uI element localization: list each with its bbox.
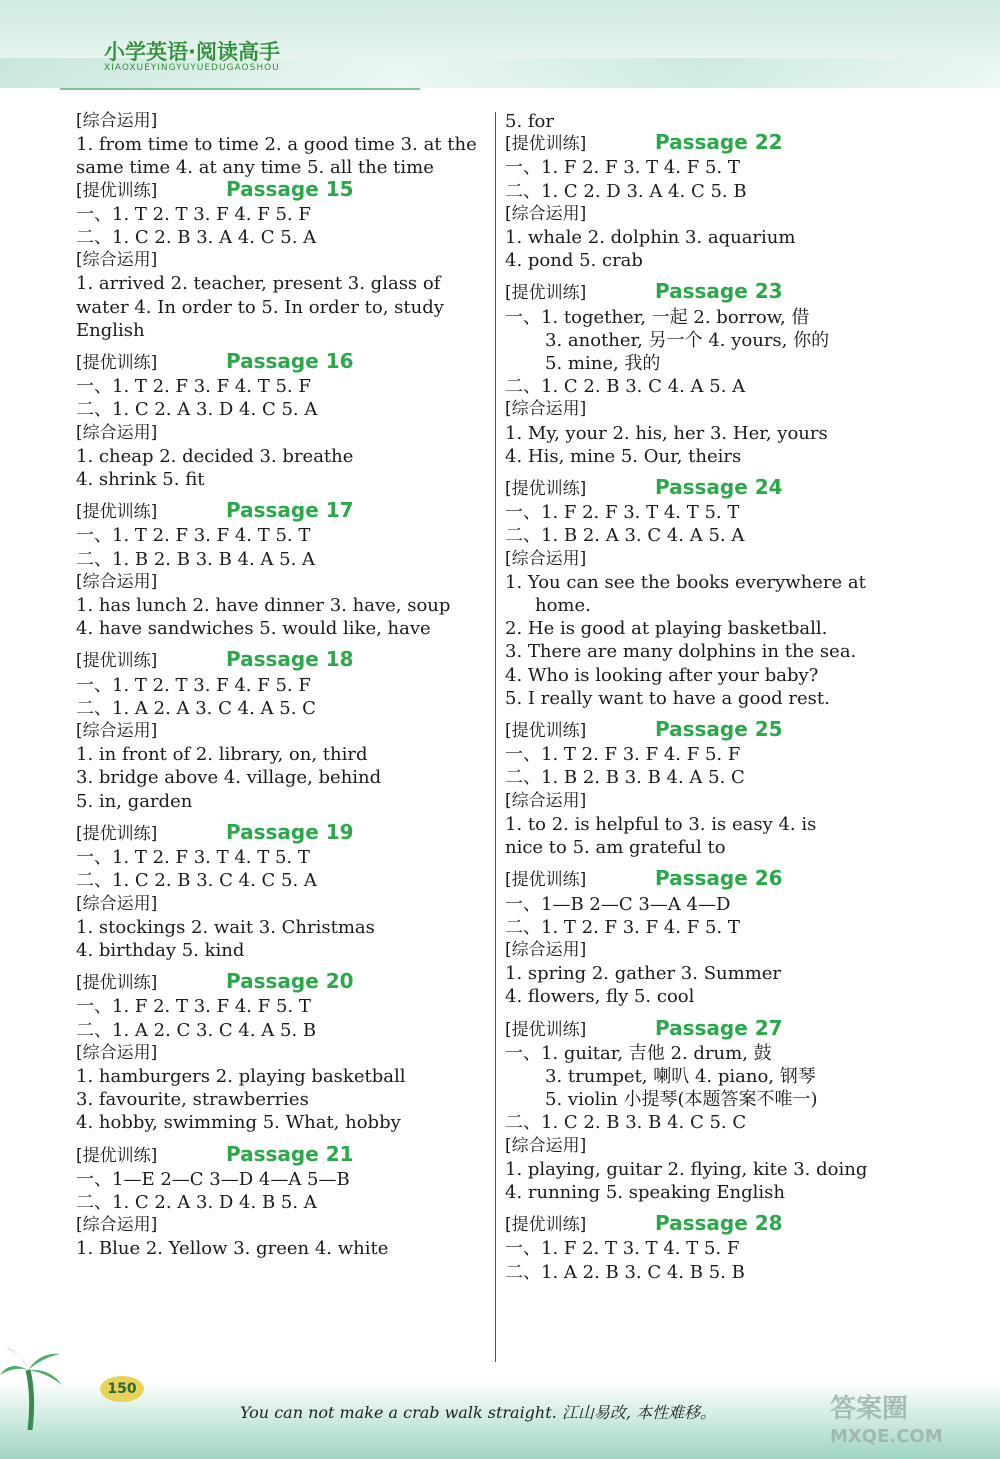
- answer-line: 二、1. B 2. B 3. B 4. A 5. C: [505, 767, 745, 789]
- answer-line: same time 4. at any time 5. all the time: [76, 157, 434, 179]
- header-rule: [60, 88, 420, 90]
- section-label: [ 综合运用 ]: [76, 893, 490, 916]
- footer-motto: You can not make a crab walk straight. 江山易改, 本性难移。: [240, 1403, 717, 1422]
- answer-line: 4. pond 5. crab: [505, 250, 643, 272]
- answer-line: 1. Blue 2. Yellow 3. green 4. white: [76, 1238, 389, 1260]
- answer-line: 5. for: [505, 111, 554, 132]
- book-brand-pinyin: XIAOXUEYINGYUYUEDUGAOSHOU: [104, 63, 280, 73]
- answer-line: 2. He is good at playing basketball.: [505, 618, 828, 640]
- answer-line: 二、1. A 2. B 3. C 4. B 5. B: [505, 1261, 745, 1283]
- section-label: [ 提优训练 ]: [76, 823, 490, 846]
- answer-line: 4. shrink 5. fit: [76, 469, 205, 491]
- answer-line: 5. mine, 我的: [545, 353, 661, 375]
- answer-line: 二、1. A 2. A 3. C 4. A 5. C: [76, 697, 316, 719]
- answer-line: 1. My, your 2. his, her 3. Her, yours: [505, 422, 828, 444]
- left-answer-column: [ 综合运用 ] 1. from time to time 2. a good time 3. at the same time 4. at any time 5. all the time Passage 15 [ 提优训练 ] 一、1. T 2. T 3. F 4. F 5. F 二、1. C 2. B 3. A 4. C 5. A [ 综合运用 ] 1. arrived 2. teacher, present 3. glass of water 4. In order to 5. In order to, study English Passage 16 [ 提优训练 ] 一、1. T 2. F 3. F 4. T 5. F 二、1. C 2. A 3. D 4. C 5. A [ 综合运用 ] 1. cheap 2. decided 3. breathe 4. shrink 5. fit Passage 17 [ 提优训练 ] 一、1. T 2. F 3. F 4. T 5. T 二、1. B 2. B 3. B 4. A 5. A [ 综合运用 ] 1. has lunch 2. have dinner 3. have, soup 4. have sandwiches 5. would like, have Passage 18 [ 提优训练 ] 一、1. T 2. T 3. F 4. F 5. F 二、1. A 2. A 3. C 4. A 5. C [ 综合运用 ] 1. in front of 2. library, on, third 3. bridge above 4. village, behind 5. in, garden Passage 19 [ 提优训练 ] 一、1. T 2. F 3. T 4. T 5. T 二、1. C 2. B 3. C 4. C 5. A [ 综合运用 ] 1. stockings 2. wait 3. Christmas 4. birthday 5. kind Passage 20 [ 提优训练 ] 一、1. F 2. T 3. F 4. F 5. T 二、1. A 2. C 3. C 4. A 5. B [ 综合运用 ] 1. hamburgers 2. playing basketball 3. favourite, strawberries 4. hobby, swimming 5. What, hobby Passage 21 [ 提优训练 ] 一、1—E 2—C 3—D 4—A 5—B 二、1. C 2. A 3. D 4. B 5. A [ 综合运用 ] 1. Blue 2. Yellow 3. green 4. white: [76, 110, 490, 1261]
- answer-line: 二、1. C 2. A 3. D 4. C 5. A: [76, 399, 318, 421]
- palm-tree-icon: [0, 1340, 70, 1430]
- section-label: [ 提优训练 ]: [505, 133, 917, 156]
- answer-line: 一、1. T 2. F 3. F 4. T 5. T: [76, 525, 311, 547]
- section-label: [ 提优训练 ]: [505, 1019, 917, 1042]
- book-brand-title: 小学英语·阅读高手: [104, 40, 280, 64]
- answer-line: 4. His, mine 5. Our, theirs: [505, 445, 742, 467]
- answer-line: 一、1—E 2—C 3—D 4—A 5—B: [76, 1168, 350, 1190]
- section-label: [ 提优训练 ]: [76, 501, 490, 524]
- section-label: [ 综合运用 ]: [76, 1214, 490, 1237]
- page-number: 150: [100, 1376, 144, 1402]
- section-label: [ 提优训练 ]: [76, 650, 490, 673]
- answer-line: 一、1—B 2—C 3—A 4—D: [505, 893, 731, 915]
- answer-line: 3. bridge above 4. village, behind: [76, 767, 382, 789]
- right-answer-column: 5. for Passage 22 [ 提优训练 ] 一、1. F 2. F 3. T 4. F 5. T 二、1. C 2. D 3. A 4. C 5. B [ 综合运用 ] 1. whale 2. dolphin 3. aquarium 4. pond 5. crab Passage 23 [ 提优训练 ] 一、1. together, 一起 2. borrow, 借 3. another, 另一个 4. yours, 你的 5. mine, 我的 二、1. C 2. B 3. C 4. A 5. A [ 综合运用 ] 1. My, your 2. his, her 3. Her, yours 4. His, mine 5. Our, theirs Passage 24 [ 提优训练 ] 一、1. F 2. F 3. T 4. T 5. T 二、1. B 2. A 3. C 4. A 5. A [ 综合运用 ] 1. You can see the books everywhere at home. 2. He is good at playing basketball. 3. There are many dolphins in the sea. 4. Who is looking after your baby? 5. I really want to have a good rest. Passage 25 [ 提优训练 ] 一、1. T 2. F 3. F 4. F 5. F 二、1. B 2. B 3. B 4. A 5. C [ 综合运用 ] 1. to 2. is helpful to 3. is easy 4. is nice to 5. am grateful to Passage 26 [ 提优训练 ] 一、1—B 2—C 3—A 4—D 二、1. T 2. F 3. F 4. F 5. T [ 综合运用 ] 1. spring 2. gather 3. Summer 4. flowers, fly 5. cool Passage 27 [ 提优训练 ] 一、1. guitar, 吉他 2. drum, 鼓 3. trumpet, 喇叭 4. piano, 钢琴 5. violin 小提琴(本题答案不唯一) 二、1. C 2. B 3. B 4. C 5. C [ 综合运用 ] 1. playing, guitar 2. flying, kite 3. doing 4. running 5. speaking English Passage 28 [ 提优训练 ] 一、1. F 2. T 3. T 4. T 5. F 二、1. A 2. B 3. C 4. B 5. B: [505, 110, 917, 1284]
- section-label: [ 综合运用 ]: [505, 1135, 917, 1158]
- answer-line: 一、1. F 2. F 3. T 4. T 5. T: [505, 502, 740, 524]
- answer-line: 4. flowers, fly 5. cool: [505, 986, 695, 1008]
- section-label: [ 综合运用 ]: [76, 720, 490, 743]
- section-label: [ 综合运用 ]: [76, 422, 490, 445]
- section-label: [ 提优训练 ]: [505, 1214, 917, 1237]
- answer-line: 二、1. T 2. F 3. F 4. F 5. T: [505, 916, 740, 938]
- answer-line: 二、1. C 2. B 3. C 4. C 5. A: [76, 870, 317, 892]
- section-label: [ 综合运用 ]: [505, 939, 917, 962]
- answer-line: 二、1. C 2. D 3. A 4. C 5. B: [505, 180, 747, 202]
- answer-line: 1. spring 2. gather 3. Summer: [505, 963, 782, 985]
- section-label: [ 提优训练 ]: [76, 972, 490, 995]
- answer-line: 一、1. T 2. F 3. T 4. T 5. T: [76, 847, 310, 869]
- section-label: [ 综合运用 ]: [505, 548, 917, 571]
- section-label: [ 提优训练 ]: [505, 720, 917, 743]
- answer-line: water 4. In order to 5. In order to, study: [76, 296, 444, 318]
- answer-line: 4. Who is looking after your baby?: [505, 664, 819, 686]
- answer-line: 4. running 5. speaking English: [505, 1181, 786, 1203]
- answer-line: 一、1. guitar, 吉他 2. drum, 鼓: [505, 1042, 772, 1064]
- answer-line: 5. I really want to have a good rest.: [505, 687, 830, 709]
- section-label: [ 综合运用 ]: [76, 1042, 490, 1065]
- answer-line: nice to 5. am grateful to: [505, 837, 726, 859]
- answer-line: 5. in, garden: [76, 790, 193, 812]
- answer-line: home.: [535, 595, 591, 617]
- answer-line: 4. birthday 5. kind: [76, 939, 245, 961]
- answer-line: 1. has lunch 2. have dinner 3. have, soup: [76, 595, 451, 617]
- answer-line: 4. hobby, swimming 5. What, hobby: [76, 1112, 401, 1134]
- answer-line: 1. in front of 2. library, on, third: [76, 744, 368, 766]
- answer-line: 1. whale 2. dolphin 3. aquarium: [505, 227, 796, 249]
- answer-line: 一、1. F 2. T 3. T 4. T 5. F: [505, 1238, 740, 1260]
- answer-line: 1. cheap 2. decided 3. breathe: [76, 445, 354, 467]
- answer-line: 一、1. together, 一起 2. borrow, 借: [505, 306, 810, 328]
- answer-line: 一、1. T 2. F 3. F 4. T 5. F: [76, 376, 311, 398]
- answer-line: 3. favourite, strawberries: [76, 1089, 309, 1111]
- answer-line: 3. There are many dolphins in the sea.: [505, 641, 857, 663]
- section-label: [ 综合运用 ]: [76, 110, 490, 133]
- answer-line: 3. trumpet, 喇叭 4. piano, 钢琴: [545, 1065, 816, 1087]
- section-label: [ 提优训练 ]: [76, 352, 490, 375]
- section-label: [ 综合运用 ]: [505, 203, 917, 226]
- section-label: [ 综合运用 ]: [76, 571, 490, 594]
- answer-line: 二、1. B 2. A 3. C 4. A 5. A: [505, 525, 745, 547]
- section-label: [ 提优训练 ]: [505, 869, 917, 892]
- answer-line: 1. You can see the books everywhere at: [505, 571, 866, 593]
- watermark-text-top: 答案圈: [830, 1394, 909, 1424]
- answer-line: 1. hamburgers 2. playing basketball: [76, 1065, 406, 1087]
- watermark-text-bottom: MXQE.COM: [830, 1426, 943, 1447]
- answer-line: 一、1. T 2. F 3. F 4. F 5. F: [505, 744, 741, 766]
- answer-line: 1. arrived 2. teacher, present 3. glass of: [76, 273, 441, 295]
- answer-line: 1. to 2. is helpful to 3. is easy 4. is: [505, 813, 817, 835]
- answer-line: 一、1. F 2. T 3. F 4. F 5. T: [76, 996, 311, 1018]
- section-label: [ 提优训练 ]: [505, 478, 917, 501]
- section-label: [ 提优训练 ]: [76, 1145, 490, 1168]
- section-label: [ 提优训练 ]: [505, 282, 917, 305]
- answer-line: 二、1. B 2. B 3. B 4. A 5. A: [76, 548, 316, 570]
- answer-line: 二、1. A 2. C 3. C 4. A 5. B: [76, 1019, 317, 1041]
- answer-line: 1. from time to time 2. a good time 3. at the: [76, 134, 477, 156]
- column-divider: [495, 112, 496, 1362]
- answer-line: 二、1. C 2. B 3. B 4. C 5. C: [505, 1112, 747, 1134]
- answer-line: 1. stockings 2. wait 3. Christmas: [76, 916, 375, 938]
- watermark-logo: [830, 1395, 943, 1451]
- answer-line: 5. violin 小提琴(本题答案不唯一): [545, 1089, 818, 1111]
- answer-line: English: [76, 319, 145, 341]
- answer-line: 二、1. C 2. B 3. A 4. C 5. A: [76, 227, 317, 249]
- section-label: [ 综合运用 ]: [505, 398, 917, 421]
- section-label: [ 综合运用 ]: [76, 249, 490, 272]
- answer-line: 二、1. C 2. A 3. D 4. B 5. A: [76, 1191, 317, 1213]
- section-label: [ 提优训练 ]: [76, 180, 490, 203]
- answer-line: 1. playing, guitar 2. flying, kite 3. doing: [505, 1158, 868, 1180]
- answer-line: 3. another, 另一个 4. yours, 你的: [545, 329, 830, 351]
- answer-line: 一、1. F 2. F 3. T 4. F 5. T: [505, 157, 740, 179]
- answer-line: 二、1. C 2. B 3. C 4. A 5. A: [505, 376, 746, 398]
- section-label: [ 综合运用 ]: [505, 790, 917, 813]
- answer-line: 4. have sandwiches 5. would like, have: [76, 618, 431, 640]
- answer-line: 一、1. T 2. T 3. F 4. F 5. F: [76, 203, 311, 225]
- answer-line: 一、1. T 2. T 3. F 4. F 5. F: [76, 674, 311, 696]
